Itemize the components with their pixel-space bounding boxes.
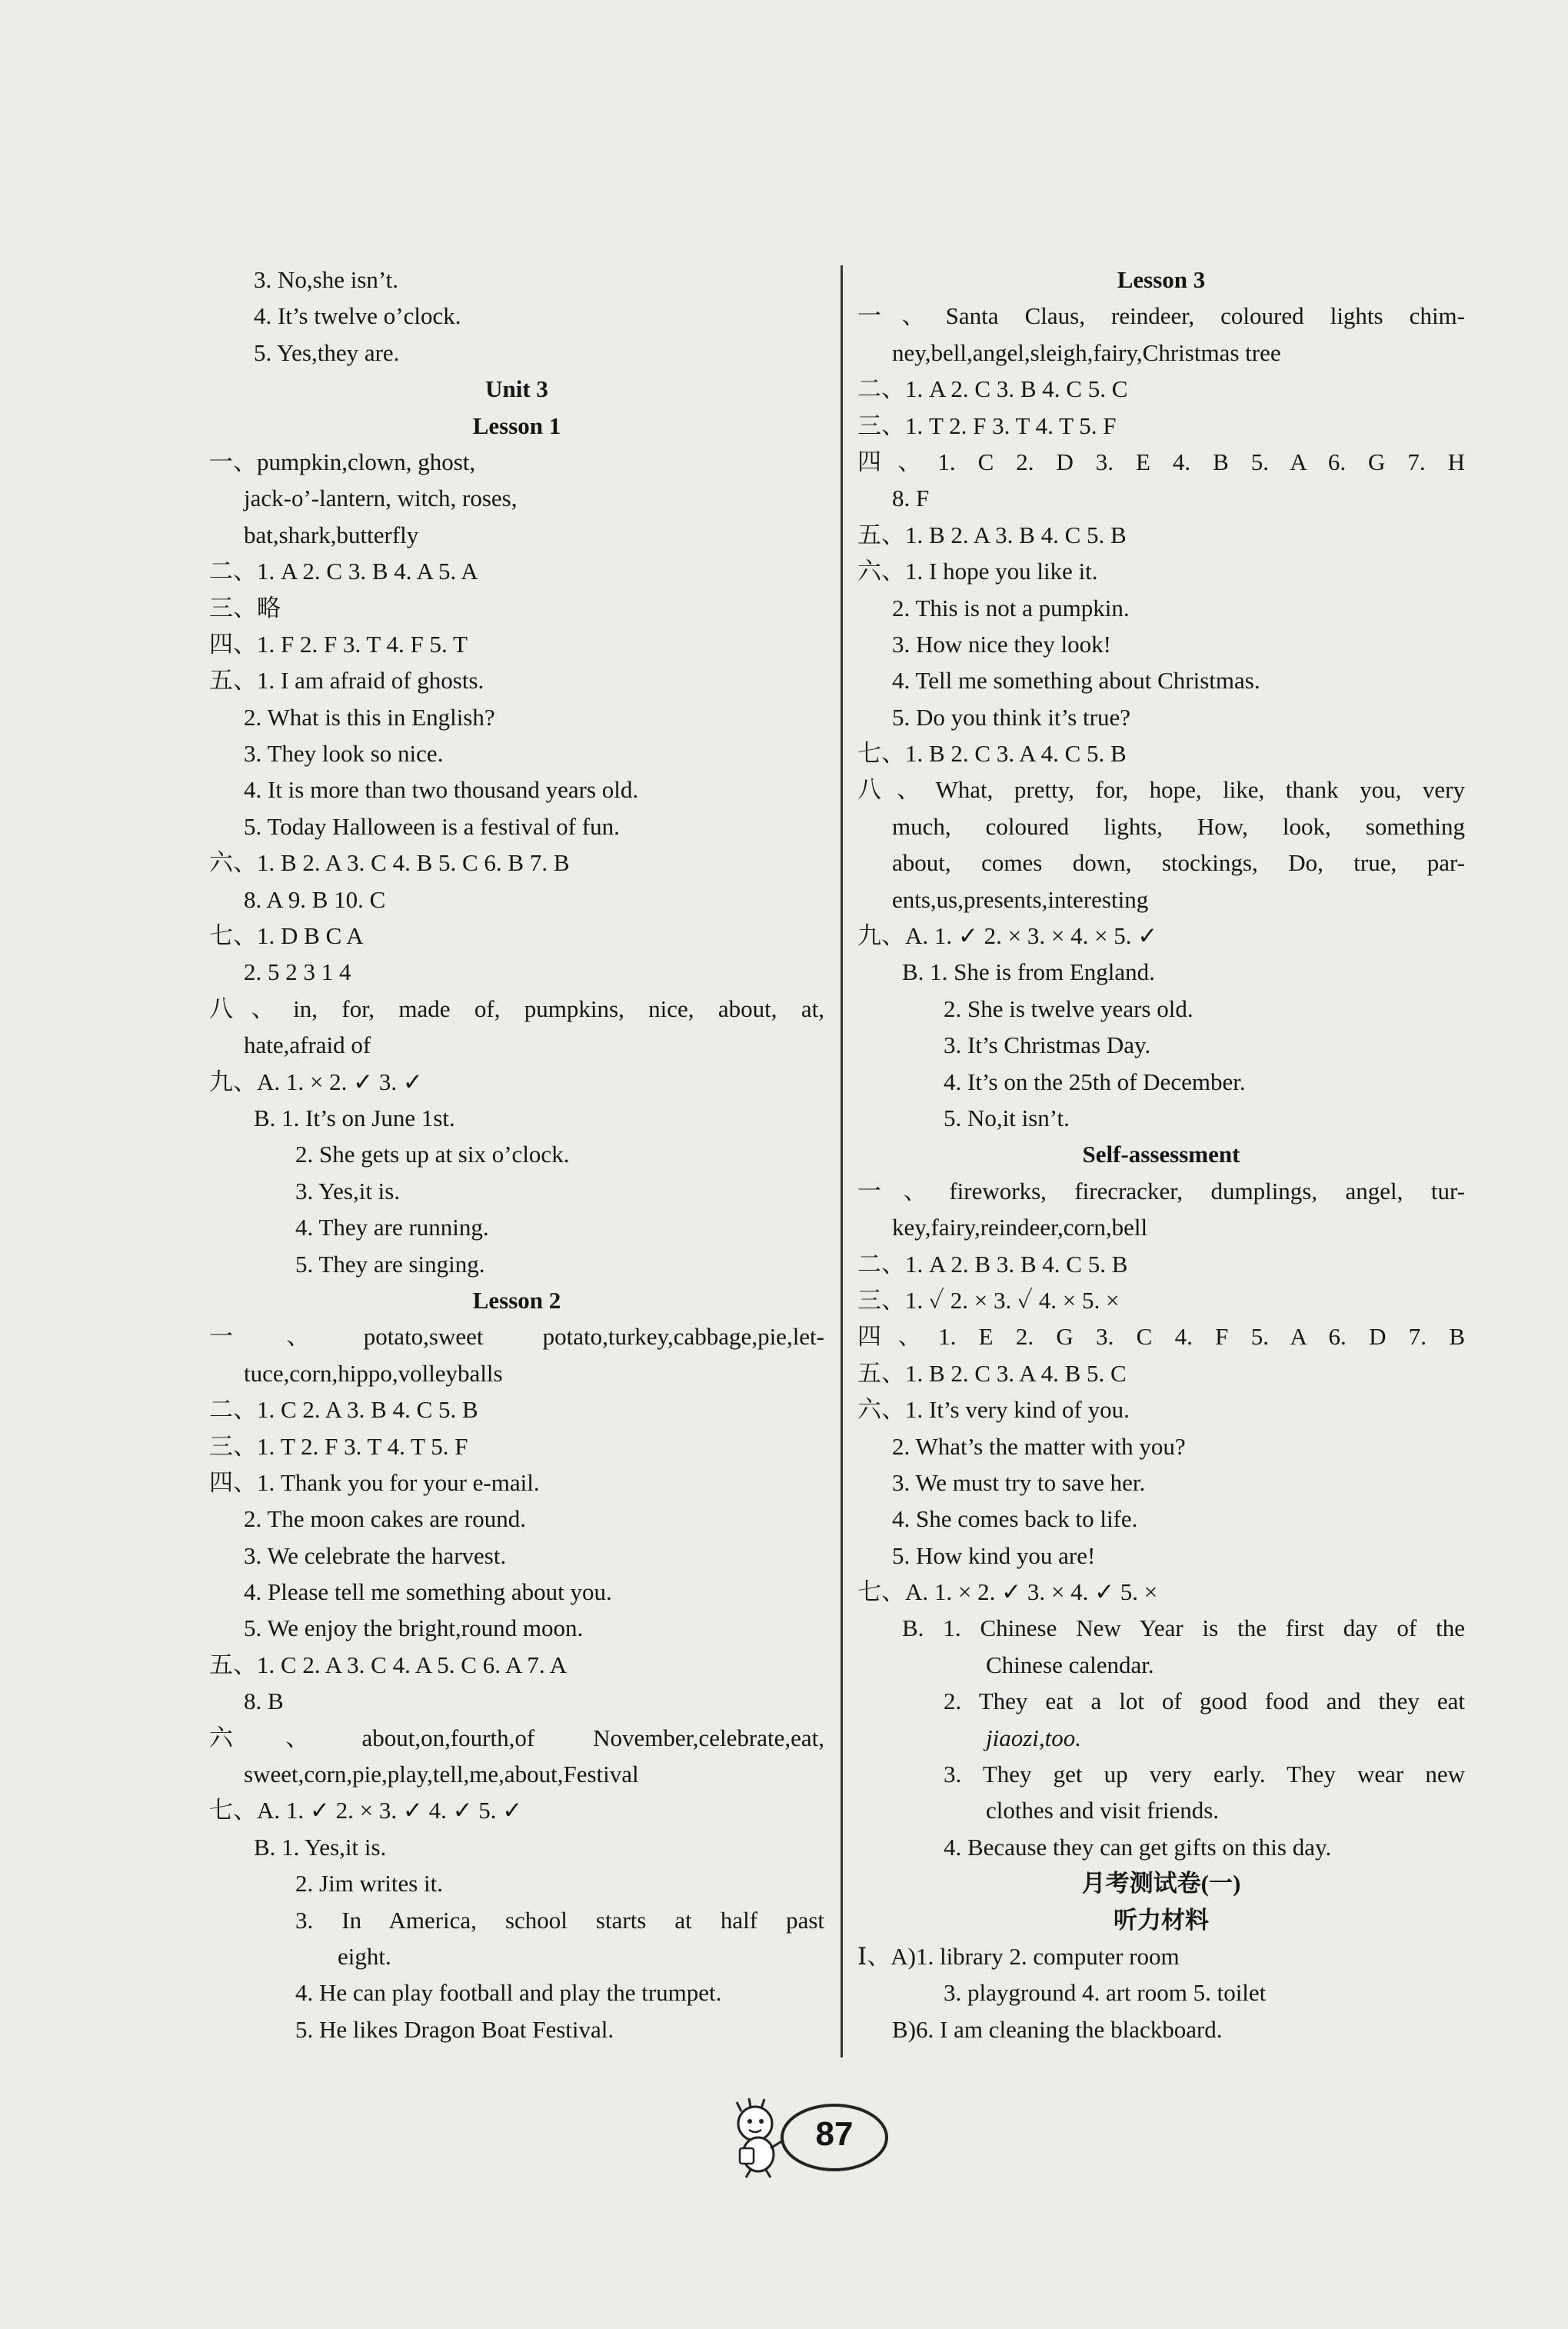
- answer-line: 五、1. C 2. A 3. C 4. A 5. C 6. A 7. A: [209, 1651, 568, 1678]
- page-number: 87: [815, 2115, 854, 2153]
- answer-line: 五、1. I am afraid of ghosts.: [209, 667, 484, 695]
- answer-line: hate,afraid of: [244, 1031, 371, 1059]
- section-heading: 听力材料: [1114, 1906, 1209, 1934]
- answer-line: 2. What is this in English?: [244, 703, 495, 731]
- answer-line: 8. F: [892, 485, 930, 512]
- answer-line: 七、A. 1. × 2. ✓ 3. × 4. ✓ 5. ×: [857, 1578, 1158, 1606]
- answer-line: 四、1. Thank you for your e-mail.: [209, 1468, 540, 1496]
- answer-line: 4. Please tell me something about you.: [244, 1578, 612, 1606]
- answer-line: 六、1. I hope you like it.: [857, 558, 1098, 585]
- answer-line: 五、1. B 2. A 3. B 4. C 5. B: [857, 521, 1127, 548]
- answer-line: 四、1. F 2. F 3. T 4. F 5. T: [209, 630, 468, 658]
- answer-line: 4. Because they can get gifts on this day.: [944, 1833, 1332, 1861]
- answer-line: ney,bell,angel,sleigh,fairy,Christmas tree: [892, 338, 1281, 366]
- answer-line: 二、1. A 2. B 3. B 4. C 5. B: [857, 1250, 1128, 1278]
- answer-line: 一、Santa Claus, reindeer, coloured lights chim-: [857, 302, 1465, 330]
- answer-line: 5. Do you think it’s true?: [892, 703, 1130, 731]
- answer-line: 5. Yes,they are.: [254, 338, 400, 366]
- answer-line: 3. No,she isn’t.: [254, 266, 399, 293]
- answer-line: 一、potato,sweet potato,turkey,cabbage,pie,let-: [209, 1323, 824, 1351]
- answer-line: 5. How kind you are!: [892, 1541, 1096, 1569]
- answer-line: 八、What, pretty, for, hope, like, thank you, very: [857, 776, 1465, 804]
- answer-line: 四、1. C 2. D 3. E 4. B 5. A 6. G 7. H: [857, 448, 1465, 475]
- answer-line: 六、1. It’s very kind of you.: [857, 1396, 1130, 1424]
- answer-line: 3. They get up very early. They wear new: [944, 1761, 1465, 1788]
- answer-line: 一、fireworks, firecracker, dumplings, angel, tur-: [857, 1177, 1465, 1204]
- answer-line: B. 1. Chinese New Year is the first day of the: [902, 1614, 1465, 1642]
- answer-line: about, comes down, stockings, Do, true, par-: [892, 849, 1465, 877]
- answer-line: 九、A. 1. ✓ 2. × 3. × 4. × 5. ✓: [857, 922, 1158, 950]
- answer-line: B. 1. She is from England.: [902, 958, 1155, 986]
- answer-line: 2. They eat a lot of good food and they eat: [944, 1688, 1465, 1715]
- answer-line: 4. She comes back to life.: [892, 1505, 1138, 1533]
- answer-line: bat,shark,butterfly: [244, 521, 419, 548]
- answer-line: 4. He can play football and play the trumpet.: [295, 1979, 722, 2007]
- answer-line: 三、1. ✓ 2. × 3. ✓ 4. × 5. ×: [857, 1286, 1120, 1314]
- answer-line: 2. Jim writes it.: [295, 1870, 444, 1898]
- column-divider: [841, 265, 843, 2057]
- section-heading: Lesson 3: [1117, 266, 1206, 293]
- answer-line: 2. What’s the matter with you?: [892, 1432, 1186, 1460]
- answer-line: 2. She is twelve years old.: [944, 995, 1193, 1022]
- section-heading: Lesson 2: [472, 1286, 561, 1314]
- answer-line: 3. They look so nice.: [244, 740, 444, 768]
- answer-line: 3. We celebrate the harvest.: [244, 1541, 507, 1569]
- answer-line: 3. In America, school starts at half past: [295, 1906, 824, 1934]
- answer-line: 3. We must try to save her.: [892, 1468, 1146, 1496]
- answer-line: 四、1. E 2. G 3. C 4. F 5. A 6. D 7. B: [857, 1323, 1465, 1351]
- answer-line: 六、about,on,fourth,of November,celebrate,eat,: [209, 1724, 824, 1751]
- answer-line: 三、略: [209, 594, 281, 621]
- answer-line: 5. He likes Dragon Boat Festival.: [295, 2015, 614, 2043]
- answer-line: tuce,corn,hippo,volleyballs: [244, 1359, 503, 1387]
- answer-line: B)6. I am cleaning the blackboard.: [892, 2015, 1223, 2043]
- section-heading: Unit 3: [485, 375, 548, 403]
- section-heading: Lesson 1: [472, 411, 561, 439]
- answer-line: Chinese calendar.: [986, 1651, 1154, 1678]
- answer-line: 七、1. D B C A: [209, 922, 364, 950]
- answer-line: 六、1. B 2. A 3. C 4. B 5. C 6. B 7. B: [209, 849, 570, 877]
- section-heading: Self-assessment: [1082, 1141, 1240, 1168]
- left-column: [209, 262, 824, 2047]
- answer-line: clothes and visit friends.: [986, 1797, 1220, 1824]
- answer-line: 5. Today Halloween is a festival of fun.: [244, 812, 620, 840]
- answer-line: 3. Yes,it is.: [295, 1177, 401, 1204]
- answer-line: 3. It’s Christmas Day.: [944, 1031, 1151, 1059]
- answer-line: much, coloured lights, How, look, something: [892, 812, 1465, 840]
- answer-line: 九、A. 1. × 2. ✓ 3. ✓: [209, 1068, 423, 1095]
- answer-line: ents,us,presents,interesting: [892, 885, 1149, 913]
- answer-line: 4. It is more than two thousand years old.: [244, 776, 639, 804]
- answer-line: jack-o’-lantern, witch, roses,: [244, 485, 518, 512]
- answer-line: 七、A. 1. ✓ 2. × 3. ✓ 4. ✓ 5. ✓: [209, 1797, 523, 1824]
- answer-line: 一、pumpkin,clown, ghost,: [209, 448, 476, 475]
- answer-line: 三、1. T 2. F 3. T 4. T 5. F: [209, 1432, 468, 1460]
- answer-line: 4. It’s twelve o’clock.: [254, 302, 461, 330]
- answer-line: jiaozi,too.: [986, 1724, 1082, 1751]
- answer-line: 3. How nice they look!: [892, 630, 1111, 658]
- answer-line: 二、1. A 2. C 3. B 4. A 5. A: [209, 558, 478, 585]
- answer-line: sweet,corn,pie,play,tell,me,about,Festival: [244, 1761, 639, 1788]
- answer-line: 5. We enjoy the bright,round moon.: [244, 1614, 584, 1642]
- answer-line: B. 1. It’s on June 1st.: [254, 1104, 455, 1131]
- answer-line: 二、1. A 2. C 3. B 4. C 5. C: [857, 375, 1128, 403]
- answer-line: 5. They are singing.: [295, 1250, 485, 1278]
- answer-line: 五、1. B 2. C 3. A 4. B 5. C: [857, 1359, 1127, 1387]
- answer-line: key,fairy,reindeer,corn,bell: [892, 1214, 1148, 1241]
- section-heading: 月考测试卷(一): [1081, 1870, 1241, 1898]
- answer-line: 七、1. B 2. C 3. A 4. C 5. B: [857, 740, 1127, 768]
- answer-line: 3. playground 4. art room 5. toilet: [944, 1979, 1267, 2007]
- answer-line: 5. No,it isn’t.: [944, 1104, 1070, 1131]
- answer-line: 8. A 9. B 10. C: [244, 885, 386, 913]
- answer-line: 4. They are running.: [295, 1214, 489, 1241]
- right-column: [857, 262, 1465, 2047]
- answer-line: 八、in, for, made of, pumpkins, nice, about, at,: [209, 995, 824, 1022]
- answer-line: 2. The moon cakes are round.: [244, 1505, 527, 1533]
- answer-line: 2. She gets up at six o’clock.: [295, 1141, 570, 1168]
- answer-line: B. 1. Yes,it is.: [254, 1833, 387, 1861]
- answer-line: 8. B: [244, 1688, 284, 1715]
- answer-line: 2. This is not a pumpkin.: [892, 594, 1130, 621]
- answer-line: 4. Tell me something about Christmas.: [892, 667, 1260, 695]
- answer-line: Ⅰ、A)1. library 2. computer room: [857, 1942, 1180, 1970]
- answer-line: 三、1. T 2. F 3. T 4. T 5. F: [857, 411, 1117, 439]
- answer-line: 4. It’s on the 25th of December.: [944, 1068, 1246, 1095]
- answer-line: 2. 5 2 3 1 4: [244, 958, 351, 986]
- answer-line: 二、1. C 2. A 3. B 4. C 5. B: [209, 1396, 478, 1424]
- answer-line: eight.: [338, 1942, 391, 1970]
